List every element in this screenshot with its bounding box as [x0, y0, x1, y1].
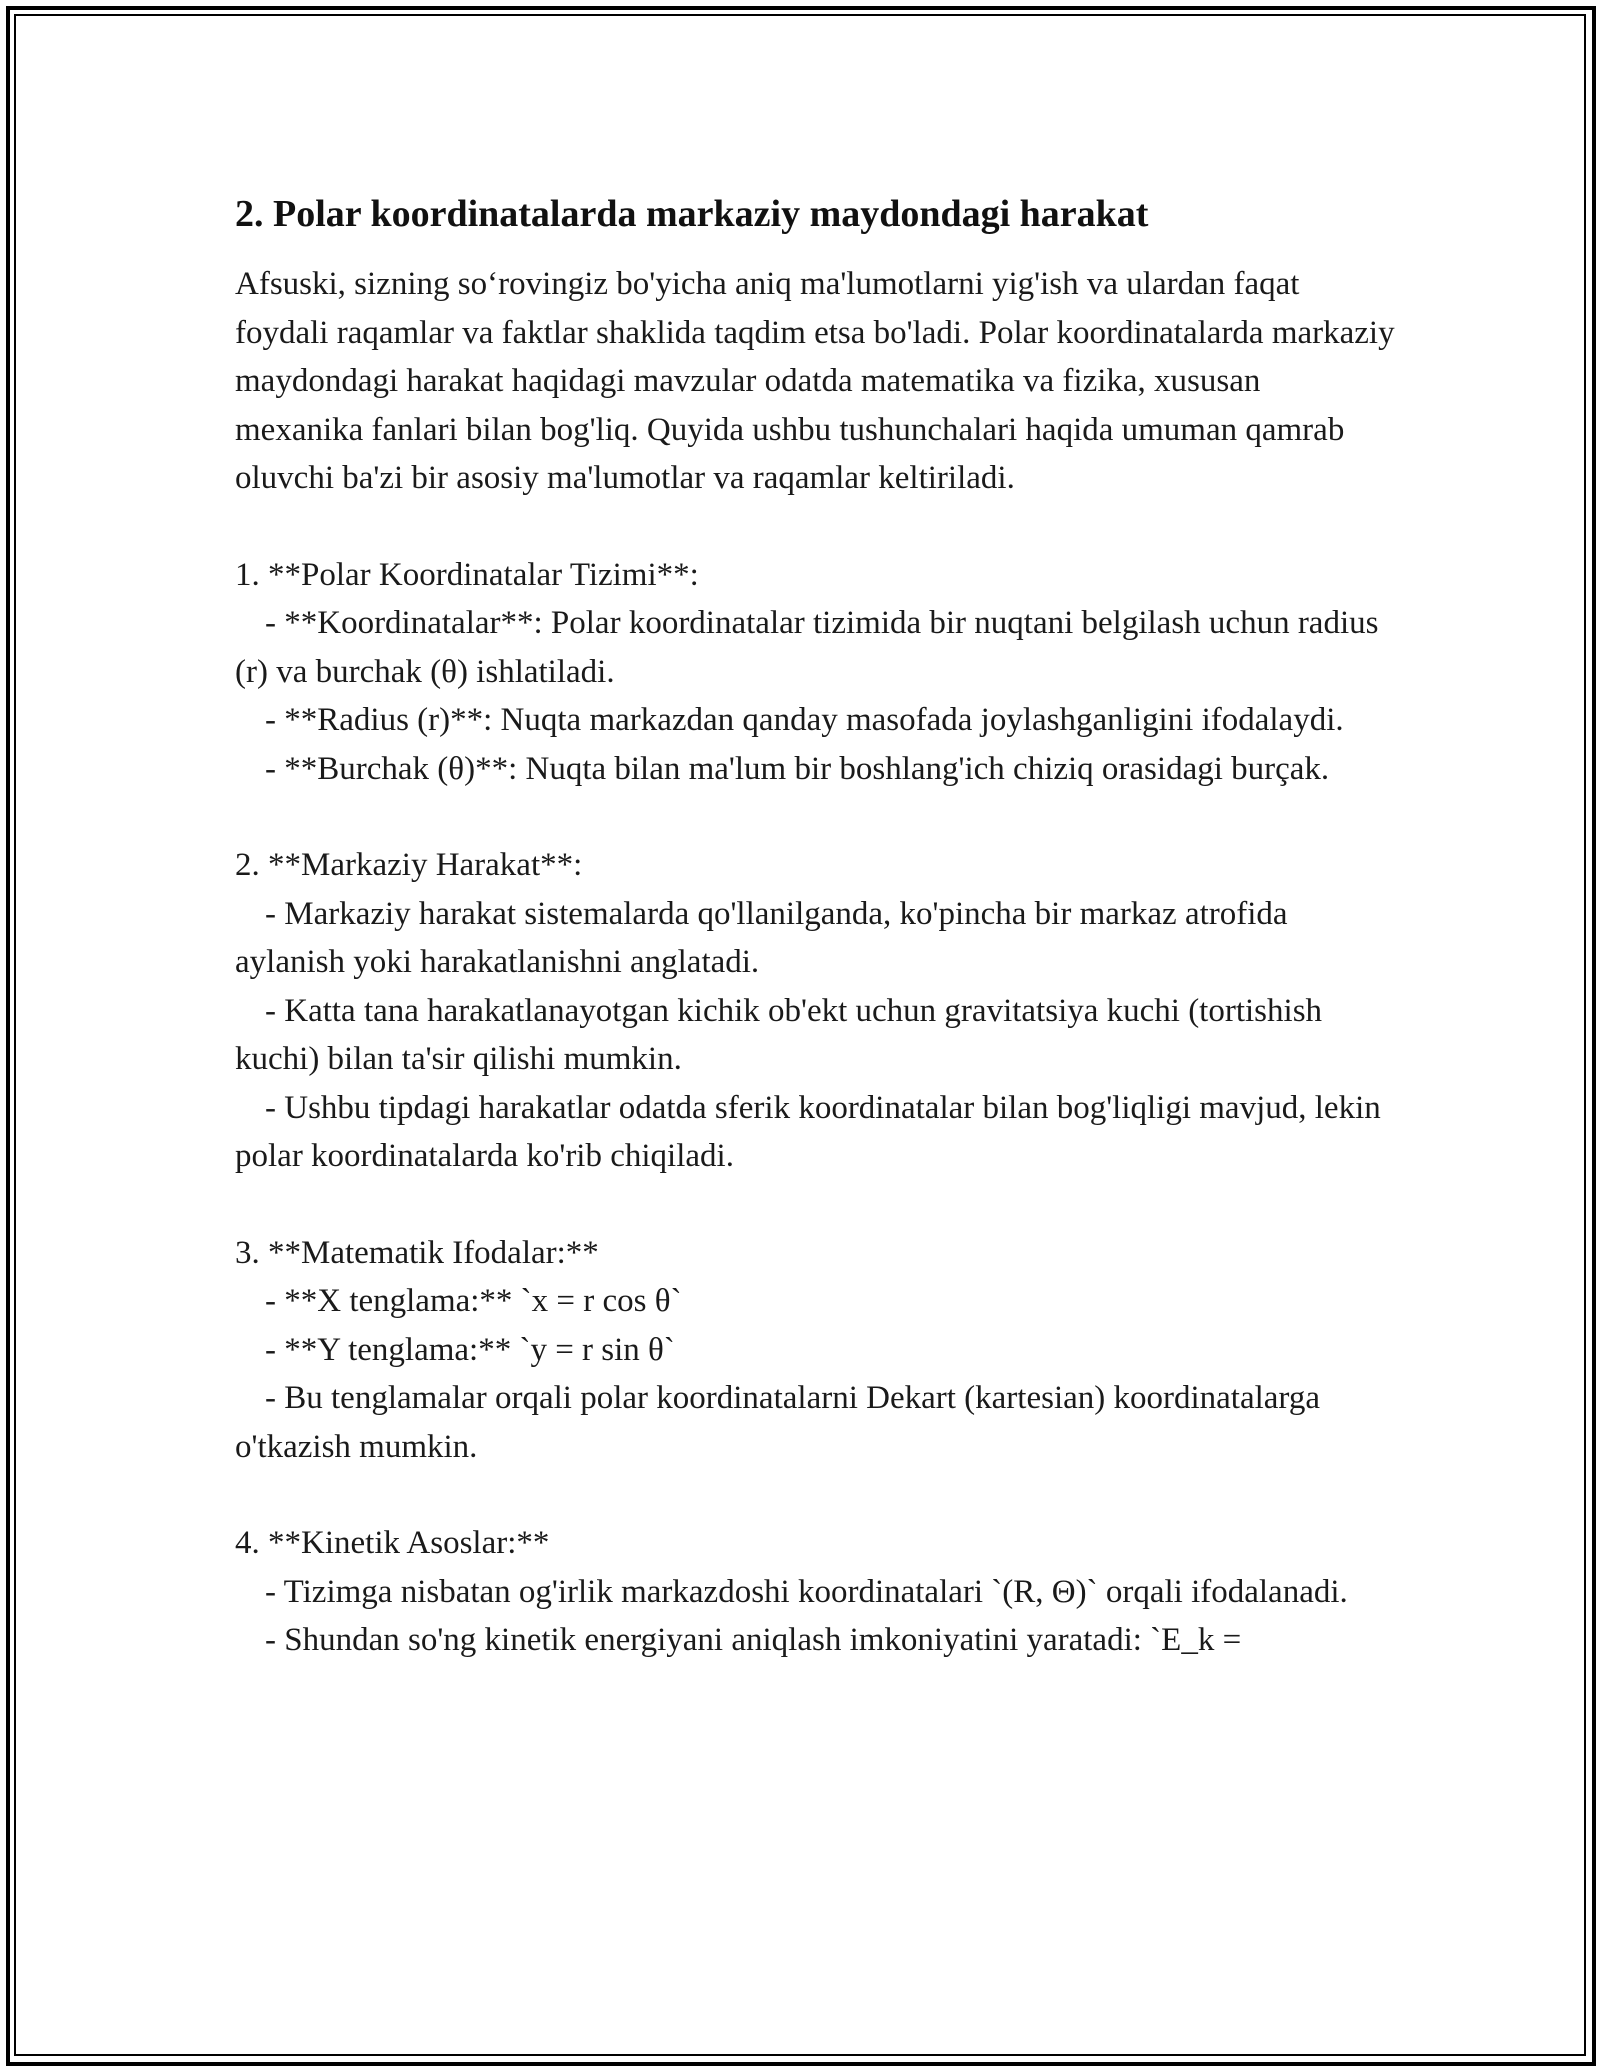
- section-heading: 1. **Polar Koordinatalar Tizimi**:: [235, 556, 699, 593]
- list-item-text: - Katta tana harakatlanayotgan kichik ob'ekt uchun gravitatsiya kuchi (tortishish kuchi) bilan ta'sir qilishi mumkin.: [235, 992, 1323, 1077]
- list-item: [235, 1326, 1395, 1375]
- section-heading: 4. **Kinetik Asoslar:**: [235, 1525, 550, 1561]
- list-item-text: - Ushbu tipdagi harakatlar odatda sferik koordinatalar bilan bog'liqligi mavjud, lekin polar koordinatalarda ko'rib chiqiladi.: [235, 1089, 1381, 1174]
- section-central-motion: [235, 841, 1395, 1181]
- list-item-text: - Shundan so'ng kinetik energiyani aniqlash imkoniyatini yaratadi: `E_k =: [265, 1622, 1242, 1658]
- list-item: [235, 890, 1395, 987]
- list-item-text: - **Radius (r)**: Nuqta markazdan qanday masofada joylashganligini ifodalaydi.: [265, 702, 1344, 738]
- section-heading: 2. **Markaziy Harakat**:: [235, 847, 583, 883]
- list-item-text: - Tizimga nisbatan og'irlik markazdoshi koordinatalari `(R, Θ)` orqali ifodalanadi.: [265, 1573, 1348, 1610]
- list-item: [235, 987, 1395, 1084]
- document-title: 2. Polar koordinatalarda markaziy maydondagi harakat: [235, 193, 1149, 235]
- list-item-text: - **X tenglama:** `x = r cos θ`: [265, 1283, 682, 1319]
- section-math-expressions: [235, 1229, 1395, 1472]
- list-item: [235, 1277, 1395, 1326]
- list-item-text: - **Burchak (θ)**: Nuqta bilan ma'lum bir boshlang'ich chiziq orasidagi burçak.: [265, 750, 1330, 787]
- intro-paragraph: Afsuski, sizning so‘rovingiz bo'yicha aniq ma'lumotlarni yig'ish va ulardan faqat foydali raqamlar va faktlar shaklida taqdim etsa bo'ladi. Polar koordinatalarda markaziy maydondagi harakat haqidagi mavzular odatda matematika va fizika, xususan mexanika fanlari bilan bog'liq. Quyida ushbu tushunchalari haqida umuman qamrab oluvchi ba'zi bir asosiy ma'lumotlar va raqamlar keltiriladi.: [235, 266, 1395, 496]
- section-kinetic-basics: [235, 1519, 1395, 1665]
- list-item: [235, 696, 1395, 745]
- list-item-text: - **Koordinatalar**: Polar koordinatalar tizimida bir nuqtani belgilash uchun radius (r) va burchak (θ) ishlatiladi.: [235, 605, 1379, 690]
- list-item-text: - **Y tenglama:** `y = r sin θ`: [265, 1331, 675, 1368]
- list-item: [235, 745, 1395, 794]
- list-item: [235, 599, 1395, 696]
- list-item: [235, 1568, 1395, 1617]
- list-item: [235, 1616, 1395, 1665]
- document-body: [235, 188, 1395, 1665]
- section-heading: 3. **Matematik Ifodalar:**: [235, 1234, 599, 1271]
- list-item-text: - Bu tenglamalar orqali polar koordinatalarni Dekart (kartesian) koordinatalarga o'tkazish mumkin.: [235, 1380, 1320, 1465]
- section-polar-system: [235, 551, 1395, 794]
- list-item-text: - Markaziy harakat sistemalarda qo'llanilganda, ko'pincha bir markaz atrofida aylanish yoki harakatlanishni anglatadi.: [235, 895, 1288, 980]
- list-item: [235, 1084, 1395, 1181]
- list-item: [235, 1374, 1395, 1471]
